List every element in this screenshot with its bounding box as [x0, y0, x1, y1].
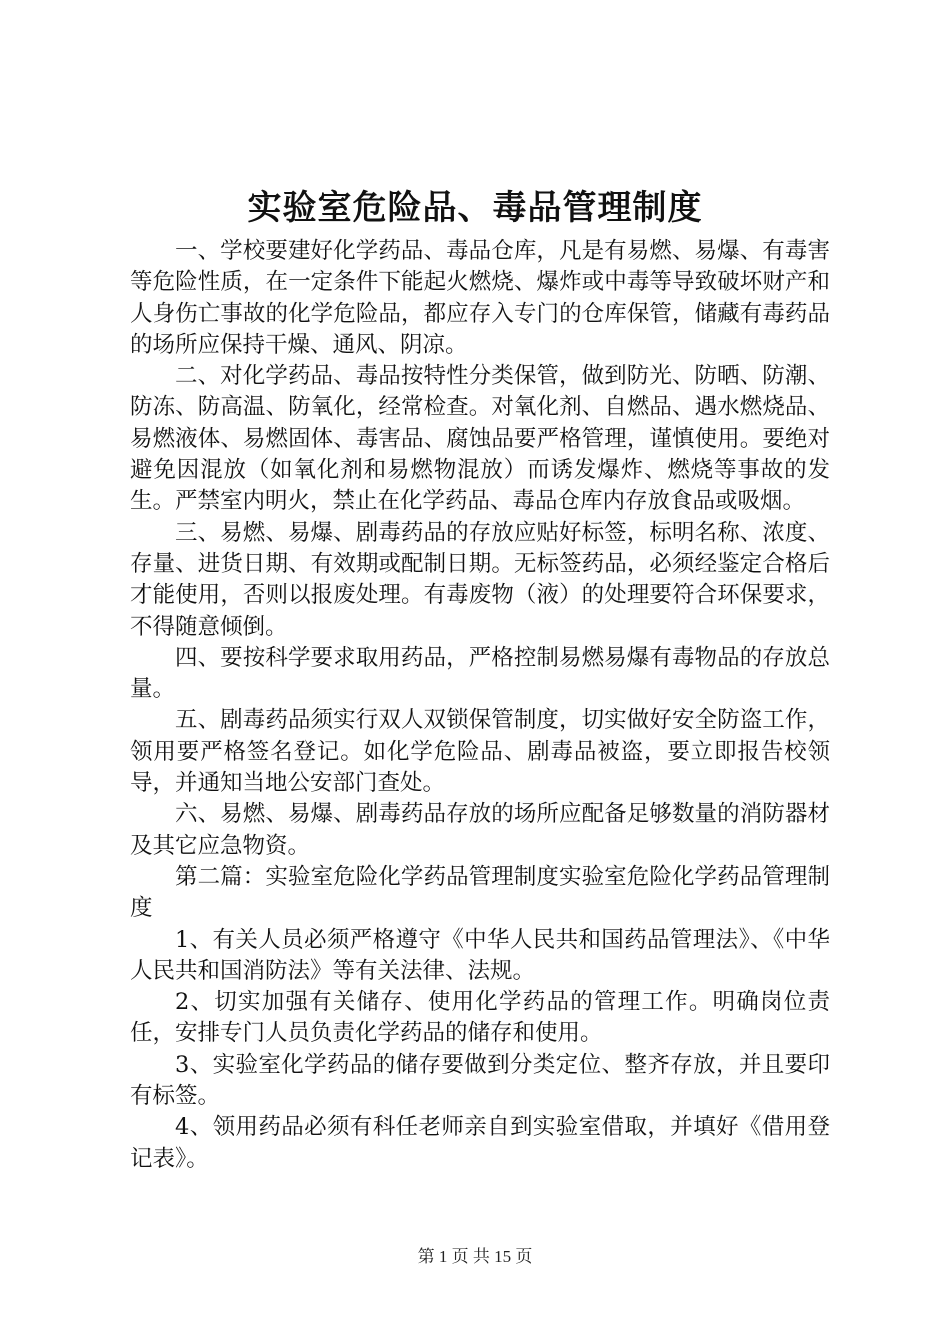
paragraph-7: 1、有关人员必须严格遵守《中华人民共和国药品管理法》、《中华人民共和国消防法》等有关法律、法规。: [130, 926, 830, 984]
paragraph-1: 一、学校要建好化学药品、毒品仓库，凡是有易燃、易爆、有毒害等危险性质，在一定条件下能起火燃烧、爆炸或中毒等导致破坏财产和人身伤亡事故的化学危险品，都应存入专门的仓库保管，储藏有毒药品的场所应保持干燥、通风、阴凉。: [130, 238, 830, 358]
paragraph-8: 2、切实加强有关储存、使用化学药品的管理工作。明确岗位责任，安排专门人员负责化学药品的储存和使用。: [130, 989, 830, 1047]
paragraph-10: 4、领用药品必须有科任老师亲自到实验室借取，并填好《借用登记表》。: [130, 1114, 830, 1172]
paragraph-3: 三、易燃、易爆、剧毒药品的存放应贴好标签，标明名称、浓度、存量、进货日期、有效期或配制日期。无标签药品，必须经鉴定合格后才能使用，否则以报废处理。有毒废物（液）的处理要符合环保要求，不得随意倾倒。: [130, 519, 830, 640]
paragraph-5: 五、剧毒药品须实行双人双锁保管制度，切实做好安全防盗工作，领用要严格签名登记。如化学危险品、剧毒品被盗，要立即报告校领导，并通知当地公安部门查处。: [130, 707, 830, 797]
document-body: [130, 236, 830, 1175]
document-title: 实验室危险品、毒品管理制度: [247, 188, 703, 228]
paragraph-9: 3、实验室化学药品的储存要做到分类定位、整齐存放，并且要印有标签。: [130, 1051, 830, 1110]
paragraph-6: 六、易燃、易爆、剧毒药品存放的场所应配备足够数量的消防器材及其它应急物资。: [130, 801, 830, 859]
page-number: 第 1 页 共 15 页: [417, 1247, 533, 1266]
paragraph-2: 二、对化学药品、毒品按特性分类保管，做到防光、防晒、防潮、防冻、防高温、防氧化，经常检查。对氧化剂、自燃品、遇水燃烧品、易燃液体、易燃固体、毒害品、腐蚀品要严格管理，谨慎使用。要绝对避免因混放（如氧化剂和易燃物混放）而诱发爆炸、燃烧等事故的发生。严禁室内明火，禁止在化学药品、毒品仓库内存放食品或吸烟。: [130, 363, 830, 515]
paragraph-4: 四、要按科学要求取用药品，严格控制易燃易爆有毒物品的存放总量。: [130, 644, 830, 703]
section-heading-2: 第二篇：实验室危险化学药品管理制度实验室危险化学药品管理制度: [130, 863, 830, 922]
